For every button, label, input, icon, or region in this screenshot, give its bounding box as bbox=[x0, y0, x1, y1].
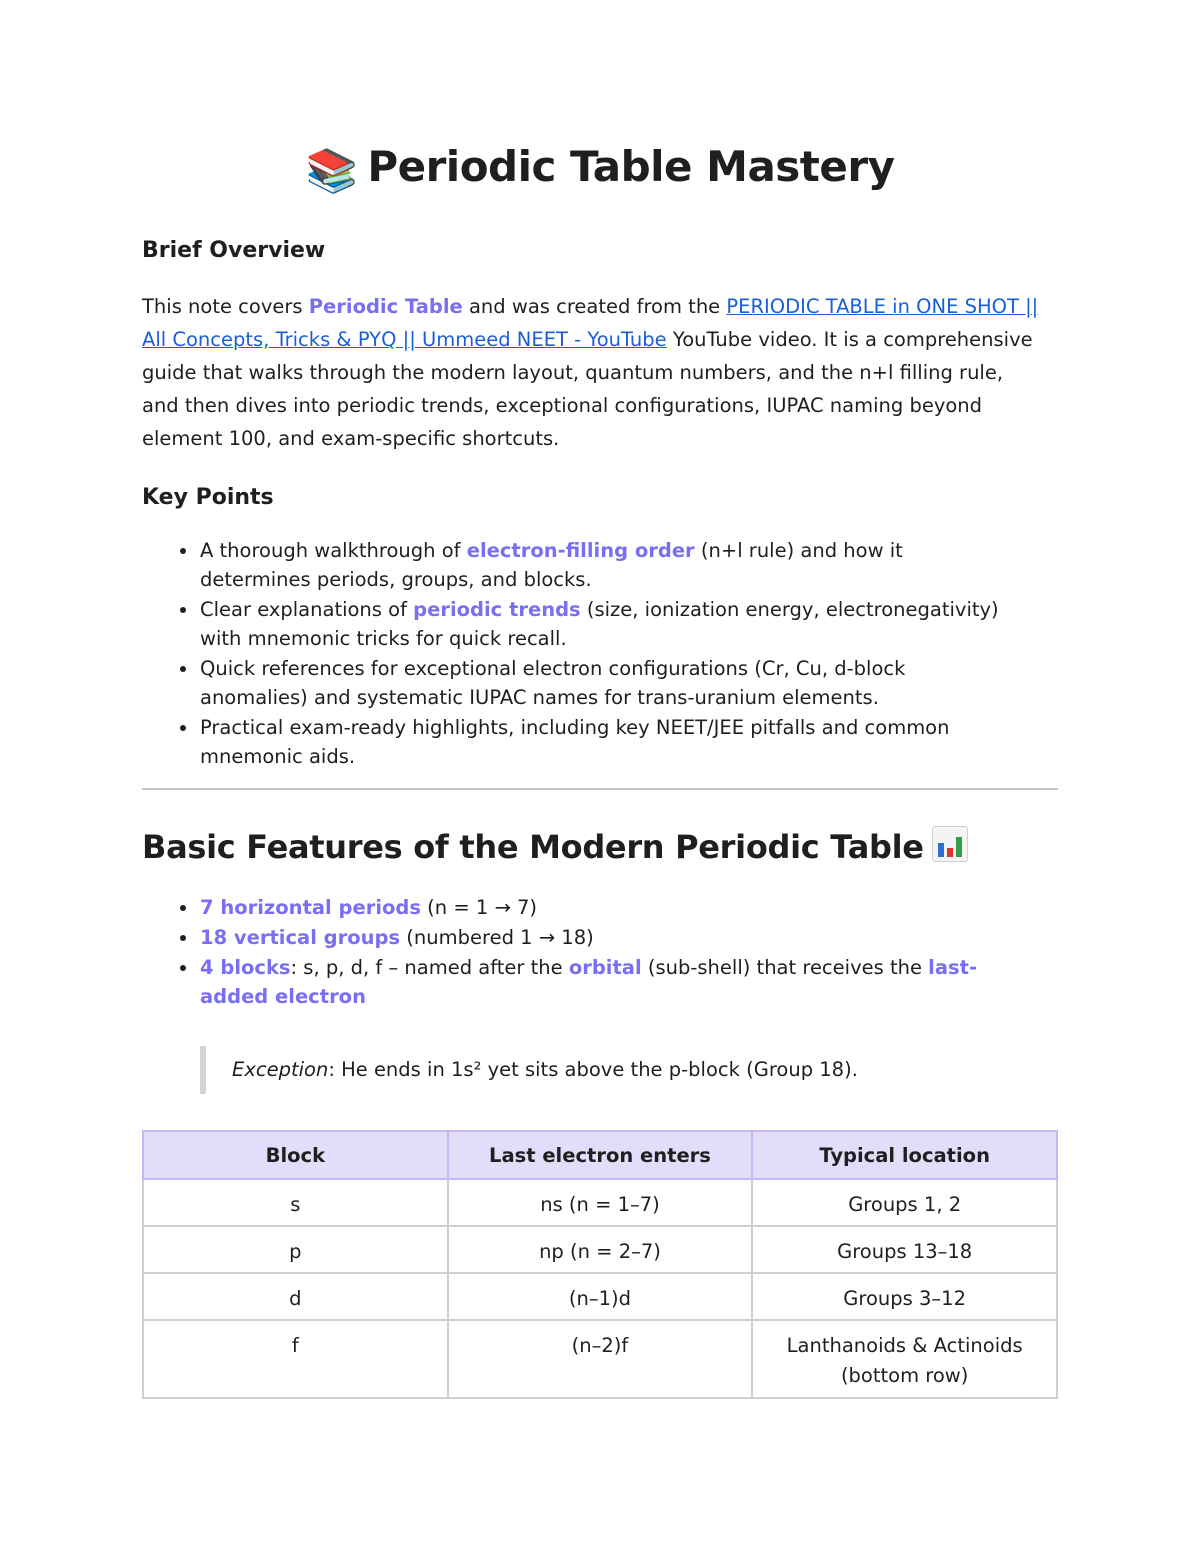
list-item-highlight: orbital bbox=[568, 956, 642, 979]
list-item bbox=[142, 953, 1002, 1011]
table-cell: p bbox=[143, 1226, 448, 1273]
overview-text-3: YouTube video. It is a comprehensive guide that walks through the modern layout, quantum numbers, and the n+l filling rule, and then dives into periodic trends, exceptional configurations, IUPAC naming beyond element 100, and exam-specific shortcuts. bbox=[142, 328, 1033, 450]
page-title bbox=[142, 142, 1058, 196]
list-item-text: (sub-shell) that receives the bbox=[641, 956, 929, 979]
column-header: Typical location bbox=[752, 1131, 1057, 1179]
callout-label: Exception bbox=[232, 1058, 329, 1081]
section-heading-text: Basic Features of the Modern Periodic Table bbox=[142, 828, 924, 866]
overview-text-2: and was created from the bbox=[462, 295, 727, 318]
chart-icon-bar bbox=[938, 843, 944, 857]
list-item-text: Clear explanations of bbox=[200, 598, 414, 621]
source-video-link[interactable]: PERIODIC TABLE in ONE SHOT || All Concepts, Tricks & PYQ || Ummeed NEET - YouTube bbox=[142, 295, 1039, 351]
table-cell: (n–1)d bbox=[448, 1273, 753, 1320]
bar-chart-icon bbox=[932, 826, 968, 862]
overview-paragraph bbox=[142, 290, 1042, 455]
table-row bbox=[143, 1226, 1057, 1273]
books-icon: 📚 bbox=[305, 146, 358, 195]
chart-icon-bar bbox=[956, 837, 962, 857]
overview-heading: Brief Overview bbox=[142, 238, 326, 263]
list-item bbox=[142, 654, 1002, 712]
table-cell: d bbox=[143, 1273, 448, 1320]
blocks-table bbox=[142, 1130, 1058, 1399]
list-item bbox=[142, 923, 1002, 952]
list-item bbox=[142, 536, 1002, 594]
list-item-text: A thorough walkthrough of bbox=[200, 539, 467, 562]
exception-callout bbox=[200, 1046, 858, 1094]
section-divider bbox=[142, 788, 1058, 790]
table-row bbox=[143, 1179, 1057, 1226]
list-item-highlight: 7 horizontal periods bbox=[200, 896, 421, 919]
list-item bbox=[142, 893, 1002, 922]
topic-highlight: Periodic Table bbox=[308, 295, 463, 318]
table-cell: (n–2)f bbox=[448, 1320, 753, 1398]
column-header: Block bbox=[143, 1131, 448, 1179]
column-header: Last electron enters bbox=[448, 1131, 753, 1179]
list-item-highlight: 4 blocks bbox=[200, 956, 291, 979]
callout-text: : He ends in 1s² yet sits above the p-block (Group 18). bbox=[328, 1058, 858, 1081]
list-item-text: Practical exam-ready highlights, including key NEET/JEE pitfalls and common mnemonic aids. bbox=[200, 716, 950, 768]
basic-features-list bbox=[142, 893, 1002, 1012]
table-row bbox=[143, 1320, 1057, 1398]
list-item-text: (n+l rule) and how it determines periods, groups, and blocks. bbox=[200, 539, 903, 591]
table-cell: s bbox=[143, 1179, 448, 1226]
list-item-highlight: 18 vertical groups bbox=[200, 926, 401, 949]
table-cell: Groups 3–12 bbox=[752, 1273, 1057, 1320]
list-item-text: : s, p, d, f – named after the bbox=[290, 956, 569, 979]
chart-icon-bar bbox=[947, 848, 953, 857]
table-cell: Groups 13–18 bbox=[752, 1226, 1057, 1273]
table-header-row bbox=[143, 1131, 1057, 1179]
list-item-text: (numbered 1 → 18) bbox=[400, 926, 594, 949]
page-title-text: Periodic Table Mastery bbox=[367, 142, 895, 191]
list-item-highlight: periodic trends bbox=[413, 598, 581, 621]
table-row bbox=[143, 1273, 1057, 1320]
list-item-highlight: electron-filling order bbox=[466, 539, 695, 562]
list-item-text: (size, ionization energy, electronegativity) with mnemonic tricks for quick recall. bbox=[200, 598, 999, 650]
key-points-heading: Key Points bbox=[142, 485, 274, 510]
section-heading bbox=[142, 826, 968, 866]
table-cell: f bbox=[143, 1320, 448, 1398]
table-cell: Groups 1, 2 bbox=[752, 1179, 1057, 1226]
table-cell: ns (n = 1–7) bbox=[448, 1179, 753, 1226]
list-item bbox=[142, 595, 1002, 653]
table-cell: np (n = 2–7) bbox=[448, 1226, 753, 1273]
key-points-list bbox=[142, 536, 1002, 772]
table-cell: Lanthanoids & Actinoids (bottom row) bbox=[752, 1320, 1057, 1398]
list-item-highlight: last-added electron bbox=[200, 956, 978, 1008]
list-item-text: (n = 1 → 7) bbox=[420, 896, 538, 919]
list-item bbox=[142, 713, 1002, 771]
list-item-text: Quick references for exceptional electron configurations (Cr, Cu, d-block anomalies) and systematic IUPAC names for trans-uranium elements. bbox=[200, 657, 906, 709]
overview-text-1: This note covers bbox=[142, 295, 309, 318]
